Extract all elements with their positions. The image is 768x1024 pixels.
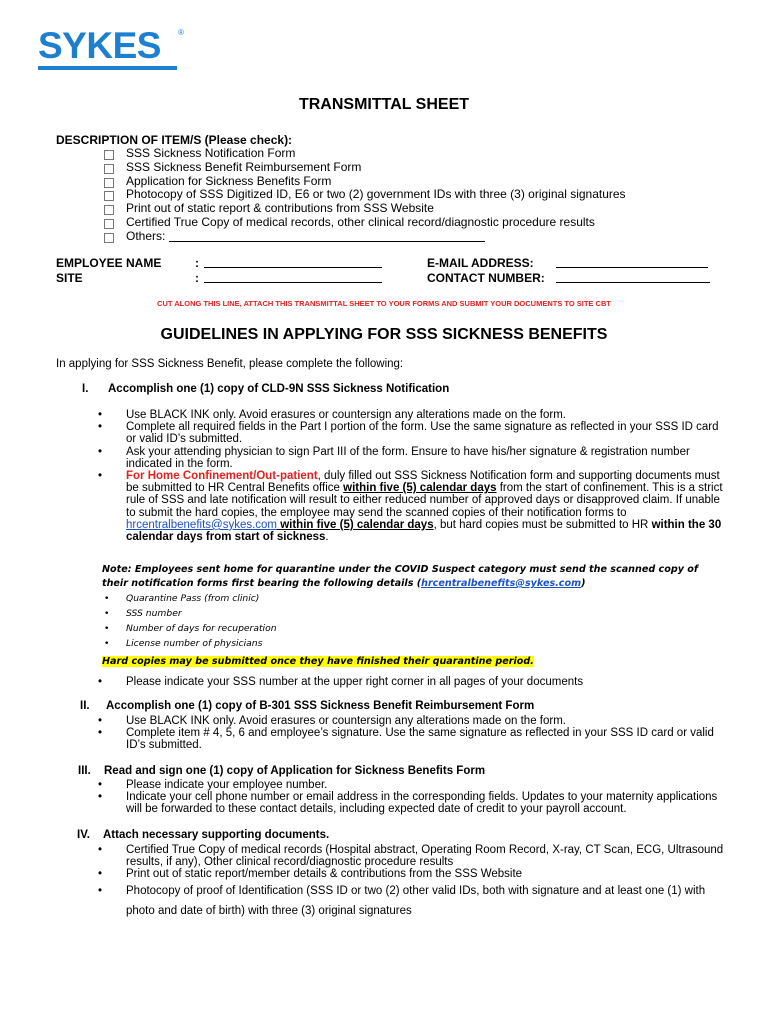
section-3-list	[98, 779, 724, 816]
checkbox[interactable]	[104, 150, 114, 160]
section-2-list	[98, 715, 724, 752]
checkbox[interactable]	[104, 178, 114, 188]
section-1-list	[98, 409, 724, 543]
checklist-item: SSS Sickness Benefit Reimbursement Form	[104, 161, 626, 175]
checklist-item: Photocopy of SSS Digitized ID, E6 or two (2) government IDs with three (3) original signatures	[104, 188, 626, 202]
guidelines-title: GUIDELINES IN APPLYING FOR SSS SICKNESS BENEFITS	[160, 326, 608, 343]
checkbox[interactable]	[104, 205, 114, 215]
list-item: • Use BLACK INK only. Avoid erasures or countersign any alterations made on the form.	[98, 409, 724, 421]
checkbox[interactable]	[104, 219, 114, 229]
logo-text: SYKES	[38, 25, 161, 66]
checkbox[interactable]	[104, 233, 114, 243]
section-1-extra-list	[98, 676, 724, 688]
section-2-heading: II. Accomplish one (1) copy of B-301 SSS Sickness Benefit Reimbursement Form	[80, 700, 535, 712]
email-link[interactable]: hrcentralbenefits@sykes.com	[421, 578, 582, 589]
page-title: TRANSMITTAL SHEET	[298, 96, 470, 113]
checkbox[interactable]	[104, 164, 114, 174]
checklist-item: Print out of static report & contributions from SSS Website	[104, 202, 626, 216]
intro-text: In applying for SSS Sickness Benefit, please complete the following:	[56, 358, 404, 370]
cut-line-instruction: CUT ALONG THIS LINE, ATTACH THIS TRANSMITTAL SHEET TO YOUR FORMS AND SUBMIT YOUR DOCUMENTS TO SITE CBT	[157, 299, 611, 308]
employee-name-field[interactable]	[204, 257, 382, 268]
site-label: SITE	[56, 271, 83, 285]
checkbox[interactable]	[104, 191, 114, 201]
colon: :	[195, 256, 199, 270]
description-heading: DESCRIPTION OF ITEM/S (Please check):	[56, 133, 293, 147]
highlight-note: Hard copies may be submitted once they have finished their quarantine period.	[102, 656, 534, 667]
checklist-item: Application for Sickness Benefits Form	[104, 175, 626, 189]
list-item: • Please indicate your employee number.	[98, 779, 724, 791]
section-4-heading: IV. Attach necessary supporting documents.	[77, 829, 330, 841]
checklist-item: SSS Sickness Notification Form	[104, 147, 626, 161]
list-item: • Print out of static report/member details & contributions from the SSS Website	[98, 868, 724, 880]
registered-mark: ®	[178, 28, 184, 37]
list-item: • Indicate your cell phone number or email address in the corresponding fields. Updates to your maternity applications will be forwarded to these contact details, including expected date of credit to your payroll account.	[98, 791, 724, 815]
email-label: E-MAIL ADDRESS:	[427, 256, 534, 270]
email-link[interactable]: hrcentralbenefits@sykes.com	[126, 518, 278, 531]
list-item: • Use BLACK INK only. Avoid erasures or countersign any alterations made on the form.	[98, 715, 724, 727]
colon: :	[195, 271, 199, 285]
section-4-list	[98, 844, 724, 921]
list-item: • Certified True Copy of medical records (Hospital abstract, Operating Room Record, X-ray, CT Scan, ECG, Ultrasound results, if any), Other clinical record/diagnostic procedure results	[98, 844, 724, 868]
list-item: • Number of days for recuperation	[104, 621, 277, 636]
list-item: • License number of physicians	[104, 636, 277, 651]
checklist-item: Others:	[104, 230, 626, 244]
list-item: • SSS number	[104, 606, 277, 621]
contact-label: CONTACT NUMBER:	[427, 271, 545, 285]
list-item: • Photocopy of proof of Identification (SSS ID or two (2) other valid IDs, both with signature and at least one (1) with photo and date of birth) with three (3) original signatures	[98, 881, 724, 921]
email-field[interactable]	[556, 257, 708, 268]
list-item: • Ask your attending physician to sign Part III of the form. Ensure to have his/her signature & registration number indicated in the form.	[98, 446, 724, 470]
list-item: • Please indicate your SSS number at the upper right corner in all pages of your documents	[98, 676, 724, 688]
contact-field[interactable]	[556, 272, 710, 283]
list-item: • For Home Confinement/Out-patient, duly filled out SSS Sickness Notification form and supporting documents must be submitted to HR Central Benefits office within five (5) calendar days from the start of confinement. This is a strict rule of SSS and late notification will result to either reduced number of approved days or disapproved claim. If unable to submit the hard copies, the employee may send the scanned copies of their notification forms to hrcentralbenefits@sykes.com within five (5) calendar days, but hard copies must be submitted to HR within the 30 calendar days from start of sickness.	[98, 470, 724, 543]
list-item: • Complete item # 4, 5, 6 and employee’s signature. Use the same signature as reflected in your SSS ID card or valid ID’s submitted.	[98, 727, 724, 751]
sykes-logo	[38, 25, 188, 76]
logo-underline-bar	[38, 66, 177, 70]
list-item: • Quarantine Pass (from clinic)	[104, 591, 277, 606]
site-field[interactable]	[204, 272, 382, 283]
checklist-item: Certified True Copy of medical records, other clinical record/diagnostic procedure results	[104, 216, 626, 230]
item-checklist	[104, 147, 626, 244]
note-details-list	[104, 591, 277, 651]
list-item: • Complete all required fields in the Part I portion of the form. Use the same signature as reflected in your SSS ID card or valid ID’s submitted.	[98, 421, 724, 445]
others-line[interactable]	[169, 230, 485, 242]
covid-note: Note: Employees sent home for quarantine under the COVID Suspect category must send the scanned copy of their notification forms first bearing the following details (hrcentralbenefits@sykes.com)	[102, 564, 699, 589]
section-1-heading: I. Accomplish one (1) copy of CLD-9N SSS Sickness Notification	[82, 383, 450, 395]
section-3-heading: III. Read and sign one (1) copy of Application for Sickness Benefits Form	[78, 765, 486, 777]
employee-name-label: EMPLOYEE NAME	[56, 256, 162, 270]
